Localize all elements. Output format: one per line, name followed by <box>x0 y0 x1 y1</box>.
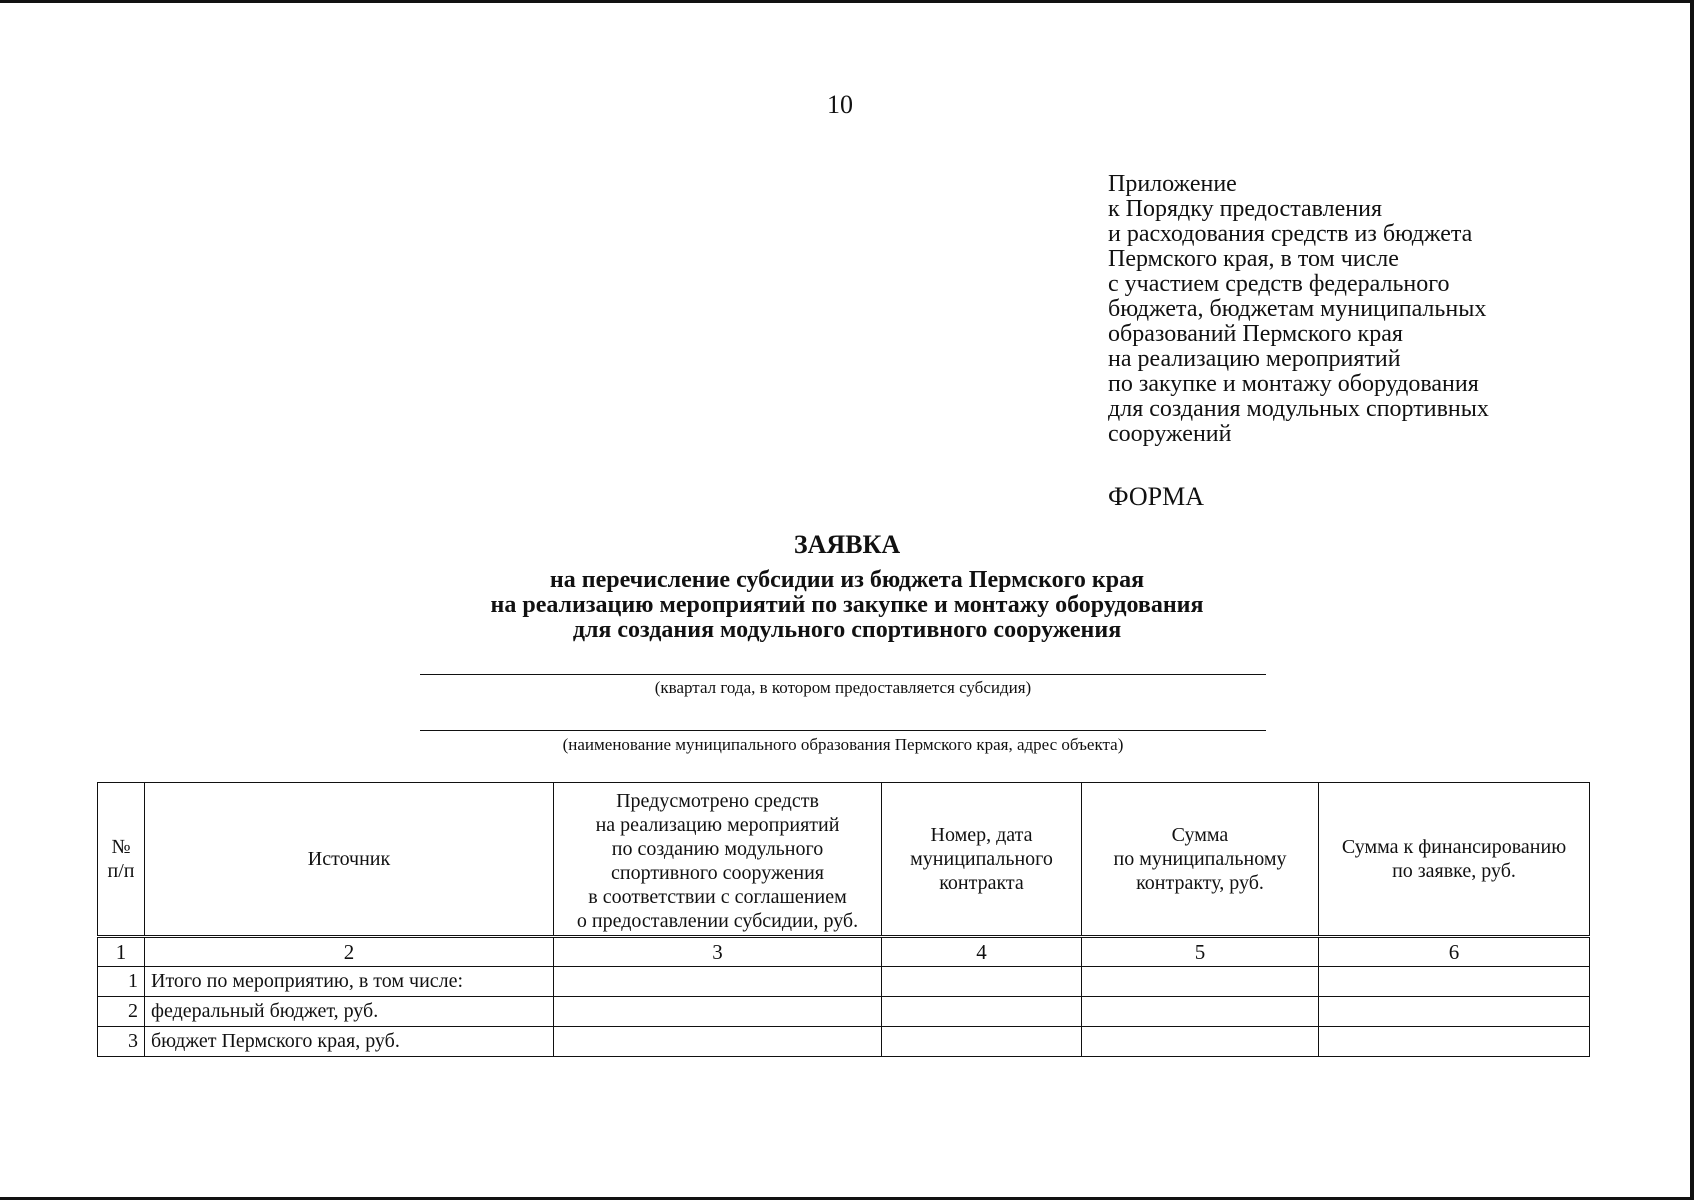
header-source: Источник <box>145 783 554 937</box>
quarter-fill-line[interactable] <box>420 674 1266 675</box>
appendix-line: с участием средств федерального <box>1108 271 1450 297</box>
financing-sum-cell[interactable] <box>1319 1027 1590 1057</box>
appendix-line: к Порядку предоставления <box>1108 196 1383 222</box>
subtitle-line: на реализацию мероприятий по закупке и монтажу оборудования <box>490 592 1204 618</box>
contract-number-cell[interactable] <box>882 967 1082 997</box>
contract-sum-cell[interactable] <box>1082 1027 1319 1057</box>
table-row <box>98 1027 1590 1057</box>
appendix-line: на реализацию мероприятий <box>1108 346 1401 372</box>
application-table <box>97 782 1590 1057</box>
financing-sum-cell[interactable] <box>1319 997 1590 1027</box>
column-number: 2 <box>145 937 554 967</box>
quarter-caption: (квартал года, в котором предоставляется субсидия) <box>654 678 1032 697</box>
column-number: 3 <box>554 937 882 967</box>
appendix-line: образований Пермского края <box>1108 321 1403 347</box>
table-row <box>98 997 1590 1027</box>
row-source: федеральный бюджет, руб. <box>145 997 554 1027</box>
planned-funds-cell[interactable] <box>554 967 882 997</box>
financing-sum-cell[interactable] <box>1319 967 1590 997</box>
appendix-line: бюджета, бюджетам муниципальных <box>1108 296 1487 322</box>
form-label: ФОРМА <box>1108 482 1204 511</box>
header-row-number: № п/п <box>98 783 145 937</box>
appendix-line: сооружений <box>1108 421 1232 447</box>
contract-sum-cell[interactable] <box>1082 997 1319 1027</box>
row-number: 3 <box>98 1027 145 1057</box>
row-source: бюджет Пермского края, руб. <box>145 1027 554 1057</box>
header-contract-number-date: Номер, дата муниципального контракта <box>882 783 1082 937</box>
appendix-line: Приложение <box>1108 171 1237 197</box>
table-row <box>98 967 1590 997</box>
row-number: 2 <box>98 997 145 1027</box>
appendix-line: по закупке и монтажу оборудования <box>1108 371 1479 397</box>
document-subtitle <box>0 568 1694 643</box>
page-number: 10 <box>827 90 853 119</box>
column-number-row <box>98 937 1590 967</box>
subtitle-line: на перечисление субсидии из бюджета Пермского края <box>549 567 1145 593</box>
header-financing-sum: Сумма к финансированию по заявке, руб. <box>1319 783 1590 937</box>
appendix-block <box>1108 172 1578 447</box>
header-contract-sum: Сумма по муниципальному контракту, руб. <box>1082 783 1319 937</box>
table-header-row <box>98 783 1590 937</box>
header-planned-funds: Предусмотрено средств на реализацию мероприятий по созданию модульного спортивного сооружения в соответствии с соглашением о предоставлении субсидии, руб. <box>554 783 882 937</box>
column-number: 4 <box>882 937 1082 967</box>
contract-number-cell[interactable] <box>882 1027 1082 1057</box>
appendix-line: Пермского края, в том числе <box>1108 246 1399 272</box>
municipality-fill-line[interactable] <box>420 730 1266 731</box>
planned-funds-cell[interactable] <box>554 997 882 1027</box>
municipality-caption: (наименование муниципального образования Пермского края, адрес объекта) <box>562 735 1124 754</box>
column-number: 6 <box>1319 937 1590 967</box>
scan-border-top <box>0 0 1694 3</box>
contract-number-cell[interactable] <box>882 997 1082 1027</box>
appendix-line: и расходования средств из бюджета <box>1108 221 1473 247</box>
appendix-line: для создания модульных спортивных <box>1108 396 1489 422</box>
column-number: 1 <box>98 937 145 967</box>
planned-funds-cell[interactable] <box>554 1027 882 1057</box>
document-title: ЗАЯВКА <box>793 530 901 559</box>
column-number: 5 <box>1082 937 1319 967</box>
contract-sum-cell[interactable] <box>1082 967 1319 997</box>
subtitle-line: для создания модульного спортивного сооружения <box>572 617 1122 643</box>
row-number: 1 <box>98 967 145 997</box>
row-source: Итого по мероприятию, в том числе: <box>145 967 554 997</box>
